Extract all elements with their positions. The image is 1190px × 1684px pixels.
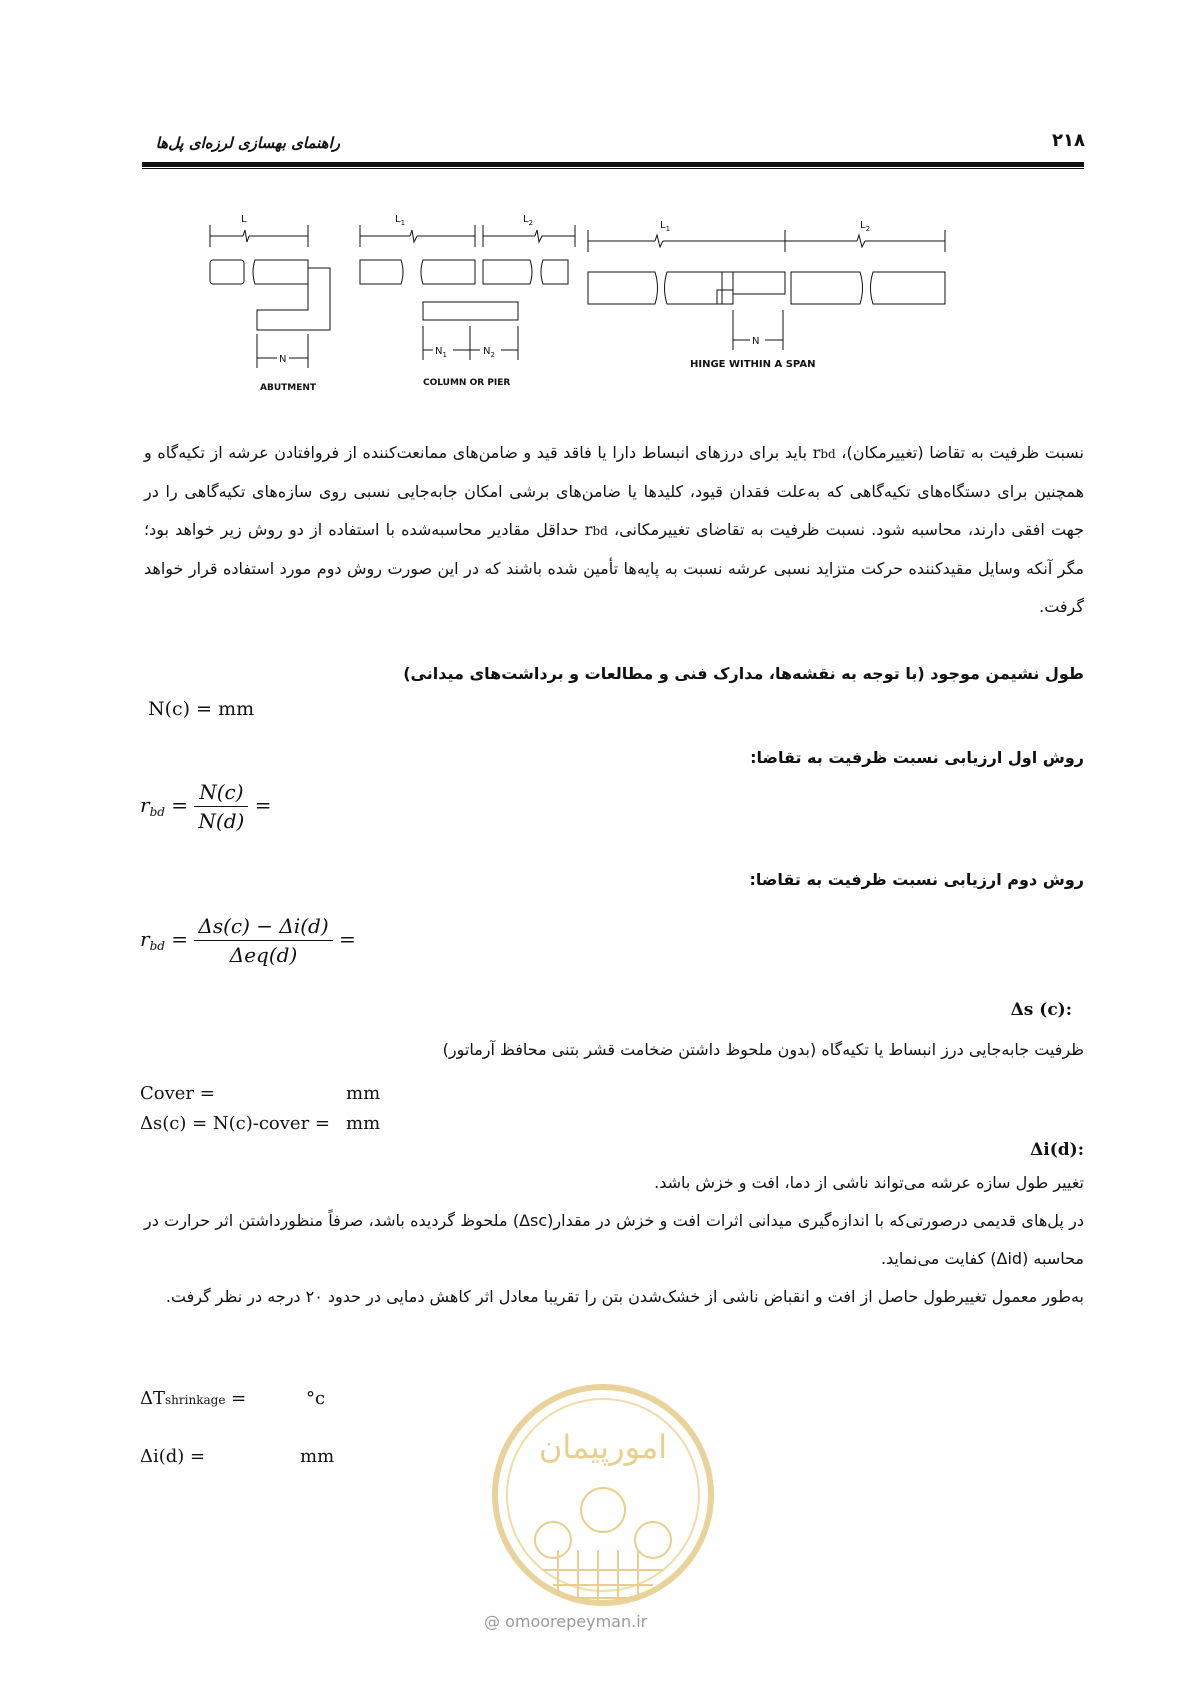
- label-column: COLUMN OR PIER: [423, 378, 511, 388]
- delta-i-formula: Δi(d) =: [140, 1446, 206, 1467]
- label-L1: $L_1$: [395, 214, 406, 227]
- delta-i-paragraph: [144, 1164, 1084, 1316]
- r-bd-symbol-2: rbd: [584, 520, 608, 539]
- abutment-diagram: [210, 225, 330, 368]
- method2-heading: روش دوم ارزیابی نسبت ظرفیت به تقاضا:: [749, 870, 1084, 889]
- header-rule-thick: [142, 162, 1084, 167]
- label-L: L: [241, 214, 247, 225]
- delta-s-description: ظرفیت جابه‌جایی درز انبساط یا تکیه‌گاه (بدون ملحوظ داشتن ضخامت قشر بتنی محافظ آرماتور): [442, 1040, 1084, 1059]
- page-number: ۲۱۸: [1052, 130, 1085, 151]
- intro-text-b: باید برای درزهای انبساط دارا یا فاقد قید و ضامن‌های ممانعت‌کننده از فروافتادن عرشه از تکیه‌گاه و همچنین برای دستگاه‌های تکیه‌گاهی که به‌علت فقدان قیود، کلیدها یا ضامن‌های برشی امکان جابه‌جایی نسبی روی سازه‌های تکیه‌گاهی را در جهت افقی دارند، محاسبه شود. نسبت ظرفیت به تقاضای تغییرمکانی،: [144, 443, 1085, 539]
- header-rule-thin: [142, 168, 1084, 169]
- label-abutment: ABUTMENT: [260, 383, 317, 393]
- label-L1-hinge: $L_1$: [660, 220, 671, 233]
- delta-i-line1: تغییر طول سازه عرشه می‌تواند ناشی از دما، افت و خزش باشد.: [654, 1173, 1084, 1192]
- intro-text-c: حداقل مقادیر محاسبه‌شده با استفاده از دو روش زیر خواهد بود؛ مگر آنکه وسایل مقیدکننده حرکت متزاید نسبی عرشه نسبت به پایه‌ها تأمین شده باشند که در این صورت روش دوم مورد استفاده قرار خواهد گرفت.: [144, 520, 1084, 616]
- label-N-hinge: N: [752, 336, 760, 347]
- delta-i-unit: mm: [300, 1446, 335, 1467]
- delta-s-heading: :Δs (c): [1010, 1000, 1072, 1020]
- running-header-title: راهنمای بهسازی لرزه‌ای پل‌ها: [155, 134, 340, 152]
- delta-i-heading: :Δi(d): [1030, 1140, 1084, 1160]
- label-N1: $N_1$: [435, 346, 447, 359]
- delta-i-line2: در پل‌های قدیمی درصورتی‌که با اندازه‌گیری میدانی اثرات افت و خزش در مقدار(Δsc) ملحوظ گردیده باشد، صرفاً منظورداشتن اثر حرارت در محاسبه (Δid) کفایت می‌نماید.: [144, 1211, 1085, 1268]
- label-L2: $L_2$: [523, 214, 534, 227]
- label-hinge: HINGE WITHIN A SPAN: [690, 359, 816, 370]
- watermark-url: @ omoorepeyman.ir: [484, 1612, 648, 1631]
- delta-i-line3: به‌طور معمول تغییرطول حاصل از افت و انقباض ناشی از خشک‌شدن بتن را تقریبا معادل اثر کاهش دمایی در حدود ۲۰ درجه در نظر گرفت.: [165, 1287, 1084, 1306]
- column-diagram: [360, 225, 575, 360]
- t-shrinkage-formula: ΔTshrinkage =: [140, 1388, 247, 1409]
- seat-width-figure: [205, 210, 1015, 400]
- cover-unit: mm: [346, 1083, 381, 1104]
- intro-paragraph: [144, 434, 1084, 626]
- label-L2-hinge: $L_2$: [860, 220, 871, 233]
- hinge-diagram: [588, 230, 945, 350]
- t-shrinkage-unit: °c: [306, 1388, 326, 1409]
- cover-label: Cover =: [140, 1083, 215, 1104]
- label-N2: $N_2$: [483, 346, 495, 359]
- method1-formula: $r_{bd}$ = $\frac{N(c)}{N(d)}$ =: [140, 780, 272, 833]
- delta-s-unit: mm: [346, 1113, 381, 1134]
- delta-s-formula: Δs(c) = N(c)-cover =: [140, 1113, 330, 1134]
- intro-text-a: نسبت ظرفیت به تقاضا (تغییرمکان)،: [835, 443, 1084, 462]
- method2-formula: $r_{bd}$ = $\frac{\Delta s(c) - \Delta i(d)}{\text{Δeq(d)}}$ =: [140, 914, 356, 967]
- seat-length-heading: طول نشیمن موجود (با توجه به نقشه‌ها، مدارک فنی و مطالعات و برداشت‌های میدانی): [403, 664, 1084, 683]
- method1-heading: روش اول ارزیابی نسبت ظرفیت به تقاضا:: [750, 748, 1084, 767]
- watermark-logo: [488, 1380, 718, 1610]
- r-bd-symbol: rbd: [812, 443, 836, 462]
- seat-length-formula: N(c) = mm: [148, 698, 255, 720]
- label-N-abutment: N: [279, 354, 287, 365]
- svg-text:امورپیمان: امورپیمان: [538, 1428, 668, 1466]
